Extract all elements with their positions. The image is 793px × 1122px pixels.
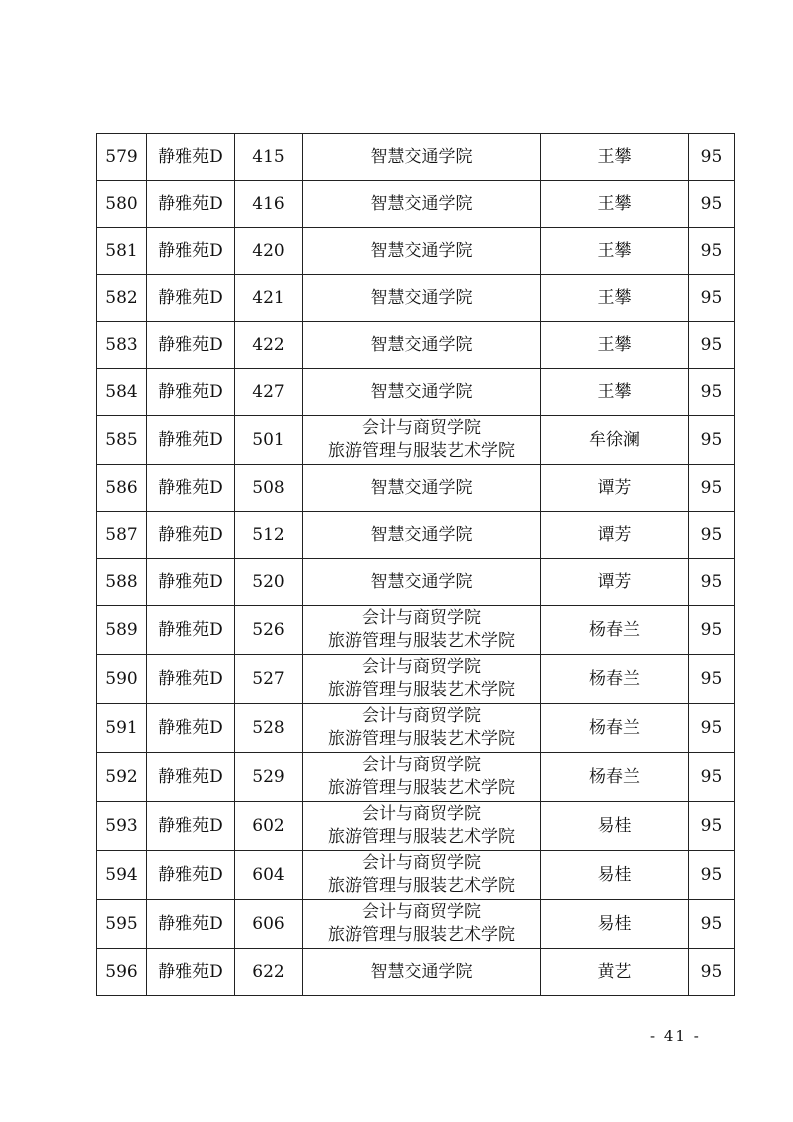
row-number-cell: 580 [97, 181, 147, 228]
score-cell: 95 [689, 802, 735, 851]
responsible-person-cell: 王攀 [541, 134, 689, 181]
score-cell: 95 [689, 369, 735, 416]
responsible-person-cell: 王攀 [541, 228, 689, 275]
responsible-person-cell: 杨春兰 [541, 753, 689, 802]
table-body [97, 134, 735, 996]
table-row [97, 704, 735, 753]
responsible-person-cell: 王攀 [541, 181, 689, 228]
table-row [97, 559, 735, 606]
responsible-person-cell: 牟徐澜 [541, 416, 689, 465]
table-row [97, 275, 735, 322]
college-cell [303, 134, 541, 181]
college-name: 会计与商贸学院 [362, 608, 481, 628]
college-name: 旅游管理与服装艺术学院 [328, 729, 515, 749]
college-cell [303, 369, 541, 416]
college-name: 智慧交通学院 [370, 287, 473, 308]
building-cell: 静雅苑D [147, 275, 235, 322]
college-cell [303, 802, 541, 851]
college-name: 智慧交通学院 [370, 961, 473, 982]
row-number-cell: 579 [97, 134, 147, 181]
row-number-cell: 585 [97, 416, 147, 465]
room-number-cell: 622 [235, 949, 303, 996]
room-number-cell: 527 [235, 655, 303, 704]
building-cell: 静雅苑D [147, 704, 235, 753]
room-number-cell: 416 [235, 181, 303, 228]
row-number-cell: 583 [97, 322, 147, 369]
score-cell: 95 [689, 704, 735, 753]
college-name: 旅游管理与服装艺术学院 [328, 631, 515, 651]
college-cell [303, 900, 541, 949]
score-cell: 95 [689, 949, 735, 996]
table-row [97, 134, 735, 181]
college-name: 旅游管理与服装艺术学院 [328, 925, 515, 945]
college-name: 旅游管理与服装艺术学院 [328, 680, 515, 700]
table-row [97, 949, 735, 996]
building-cell: 静雅苑D [147, 606, 235, 655]
college-cell [303, 465, 541, 512]
score-cell: 95 [689, 655, 735, 704]
score-cell: 95 [689, 416, 735, 465]
row-number-cell: 588 [97, 559, 147, 606]
dormitory-score-table [96, 133, 735, 996]
score-cell: 95 [689, 851, 735, 900]
responsible-person-cell: 王攀 [541, 369, 689, 416]
row-number-cell: 589 [97, 606, 147, 655]
college-name: 智慧交通学院 [370, 193, 473, 214]
college-cell [303, 753, 541, 802]
college-cell [303, 606, 541, 655]
responsible-person-cell: 易桂 [541, 900, 689, 949]
room-number-cell: 420 [235, 228, 303, 275]
building-cell: 静雅苑D [147, 655, 235, 704]
score-cell: 95 [689, 512, 735, 559]
college-name: 会计与商贸学院 [362, 853, 481, 873]
college-name: 智慧交通学院 [370, 240, 473, 261]
responsible-person-cell: 谭芳 [541, 465, 689, 512]
building-cell: 静雅苑D [147, 753, 235, 802]
score-cell: 95 [689, 181, 735, 228]
row-number-cell: 582 [97, 275, 147, 322]
room-number-cell: 526 [235, 606, 303, 655]
room-number-cell: 508 [235, 465, 303, 512]
score-cell: 95 [689, 322, 735, 369]
building-cell: 静雅苑D [147, 134, 235, 181]
college-cell [303, 275, 541, 322]
college-name: 会计与商贸学院 [362, 706, 481, 726]
table-row [97, 369, 735, 416]
room-number-cell: 604 [235, 851, 303, 900]
college-cell [303, 704, 541, 753]
building-cell: 静雅苑D [147, 465, 235, 512]
college-name: 会计与商贸学院 [362, 657, 481, 677]
college-name: 旅游管理与服装艺术学院 [328, 827, 515, 847]
row-number-cell: 596 [97, 949, 147, 996]
building-cell: 静雅苑D [147, 851, 235, 900]
responsible-person-cell: 杨春兰 [541, 606, 689, 655]
row-number-cell: 594 [97, 851, 147, 900]
page-number: - 41 - [650, 1027, 701, 1045]
college-cell [303, 949, 541, 996]
responsible-person-cell: 杨春兰 [541, 655, 689, 704]
college-name: 智慧交通学院 [370, 334, 473, 355]
college-name: 智慧交通学院 [370, 477, 473, 498]
responsible-person-cell: 王攀 [541, 275, 689, 322]
table-row [97, 512, 735, 559]
table-row [97, 655, 735, 704]
room-number-cell: 520 [235, 559, 303, 606]
score-cell: 95 [689, 559, 735, 606]
college-name: 会计与商贸学院 [362, 902, 481, 922]
row-number-cell: 584 [97, 369, 147, 416]
responsible-person-cell: 王攀 [541, 322, 689, 369]
room-number-cell: 529 [235, 753, 303, 802]
score-cell: 95 [689, 275, 735, 322]
building-cell: 静雅苑D [147, 228, 235, 275]
score-cell: 95 [689, 900, 735, 949]
room-number-cell: 528 [235, 704, 303, 753]
room-number-cell: 421 [235, 275, 303, 322]
table-row [97, 900, 735, 949]
college-cell [303, 559, 541, 606]
row-number-cell: 581 [97, 228, 147, 275]
table-row [97, 416, 735, 465]
score-cell: 95 [689, 753, 735, 802]
score-cell: 95 [689, 134, 735, 181]
college-cell [303, 228, 541, 275]
row-number-cell: 587 [97, 512, 147, 559]
college-cell [303, 181, 541, 228]
table-row [97, 465, 735, 512]
room-number-cell: 602 [235, 802, 303, 851]
row-number-cell: 592 [97, 753, 147, 802]
table-row [97, 851, 735, 900]
responsible-person-cell: 谭芳 [541, 559, 689, 606]
room-number-cell: 501 [235, 416, 303, 465]
room-number-cell: 422 [235, 322, 303, 369]
score-cell: 95 [689, 606, 735, 655]
college-name: 旅游管理与服装艺术学院 [328, 441, 515, 461]
room-number-cell: 512 [235, 512, 303, 559]
row-number-cell: 591 [97, 704, 147, 753]
college-name: 会计与商贸学院 [362, 418, 481, 438]
room-number-cell: 606 [235, 900, 303, 949]
building-cell: 静雅苑D [147, 512, 235, 559]
table-row [97, 181, 735, 228]
score-cell: 95 [689, 228, 735, 275]
responsible-person-cell: 易桂 [541, 851, 689, 900]
table-row [97, 753, 735, 802]
responsible-person-cell: 杨春兰 [541, 704, 689, 753]
responsible-person-cell: 谭芳 [541, 512, 689, 559]
building-cell: 静雅苑D [147, 369, 235, 416]
building-cell: 静雅苑D [147, 416, 235, 465]
college-name: 智慧交通学院 [370, 524, 473, 545]
table-row [97, 228, 735, 275]
building-cell: 静雅苑D [147, 949, 235, 996]
responsible-person-cell: 黄艺 [541, 949, 689, 996]
row-number-cell: 586 [97, 465, 147, 512]
score-cell: 95 [689, 465, 735, 512]
table-row [97, 802, 735, 851]
college-cell [303, 322, 541, 369]
table-row [97, 322, 735, 369]
building-cell: 静雅苑D [147, 322, 235, 369]
room-number-cell: 415 [235, 134, 303, 181]
building-cell: 静雅苑D [147, 802, 235, 851]
row-number-cell: 593 [97, 802, 147, 851]
college-name: 智慧交通学院 [370, 146, 473, 167]
college-cell [303, 655, 541, 704]
college-name: 旅游管理与服装艺术学院 [328, 778, 515, 798]
college-cell [303, 416, 541, 465]
college-cell [303, 512, 541, 559]
college-name: 旅游管理与服装艺术学院 [328, 876, 515, 896]
college-cell [303, 851, 541, 900]
building-cell: 静雅苑D [147, 900, 235, 949]
college-name: 会计与商贸学院 [362, 804, 481, 824]
row-number-cell: 590 [97, 655, 147, 704]
table-row [97, 606, 735, 655]
college-name: 会计与商贸学院 [362, 755, 481, 775]
responsible-person-cell: 易桂 [541, 802, 689, 851]
college-name: 智慧交通学院 [370, 571, 473, 592]
building-cell: 静雅苑D [147, 181, 235, 228]
row-number-cell: 595 [97, 900, 147, 949]
college-name: 智慧交通学院 [370, 381, 473, 402]
room-number-cell: 427 [235, 369, 303, 416]
building-cell: 静雅苑D [147, 559, 235, 606]
